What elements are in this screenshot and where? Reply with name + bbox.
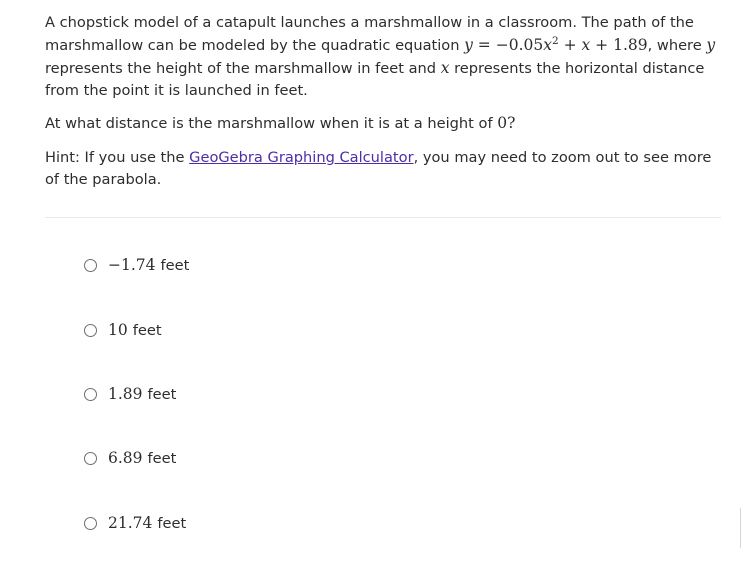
answer-option-2[interactable] xyxy=(84,315,162,345)
option-value: 6.89 xyxy=(108,449,143,467)
option-unit: feet xyxy=(157,514,187,532)
option-unit: feet xyxy=(147,449,177,467)
option-value: 1.89 xyxy=(108,385,143,403)
radio-button[interactable] xyxy=(84,259,97,272)
answer-option-5[interactable] xyxy=(84,508,186,538)
option-value: 21.74 xyxy=(108,514,153,532)
answer-option-4[interactable] xyxy=(84,443,176,473)
where-text: , where xyxy=(647,37,702,54)
quadratic-equation: $y = -0.05x^2 + x + 1.89$ xyxy=(464,34,648,54)
radio-button[interactable] xyxy=(84,324,97,337)
question-ask xyxy=(45,112,721,135)
represents-rest: represents the horizontal distance from the point it is launched in feet. xyxy=(45,60,705,99)
hint-prefix: Hint: If you use the xyxy=(45,149,185,166)
question-text xyxy=(45,12,721,201)
radio-button[interactable] xyxy=(84,388,97,401)
option-unit: feet xyxy=(160,256,190,274)
option-value: 10 xyxy=(108,321,128,339)
ask-value: 0 xyxy=(497,114,508,132)
answer-option-3[interactable] xyxy=(84,379,176,409)
geogebra-link[interactable]: GeoGebra Graphing Calculator xyxy=(189,149,414,166)
option-value: −1.74 xyxy=(108,256,156,274)
ask-text: At what distance is the marshmallow when it is at a height of xyxy=(45,115,493,132)
question-intro: A chopstick model of a catapult launches a marshmallow in a classroom. The path of the marshmallow can be modeled by the quadratic equation xyxy=(45,14,694,54)
answer-option-1[interactable] xyxy=(84,250,189,280)
option-unit: feet xyxy=(132,321,162,339)
option-unit: feet xyxy=(147,385,177,403)
ask-end: ? xyxy=(507,114,516,132)
variable-y: y xyxy=(706,36,716,54)
question-paragraph xyxy=(45,12,721,102)
variable-x: x xyxy=(440,59,450,77)
represents-text: represents the height of the marshmallow in feet and xyxy=(45,60,437,77)
radio-button[interactable] xyxy=(84,452,97,465)
divider xyxy=(45,217,721,218)
hint-paragraph xyxy=(45,147,721,191)
hint-suffix: , you may need to zoom out to see more of the parabola. xyxy=(45,149,712,188)
radio-button[interactable] xyxy=(84,517,97,530)
